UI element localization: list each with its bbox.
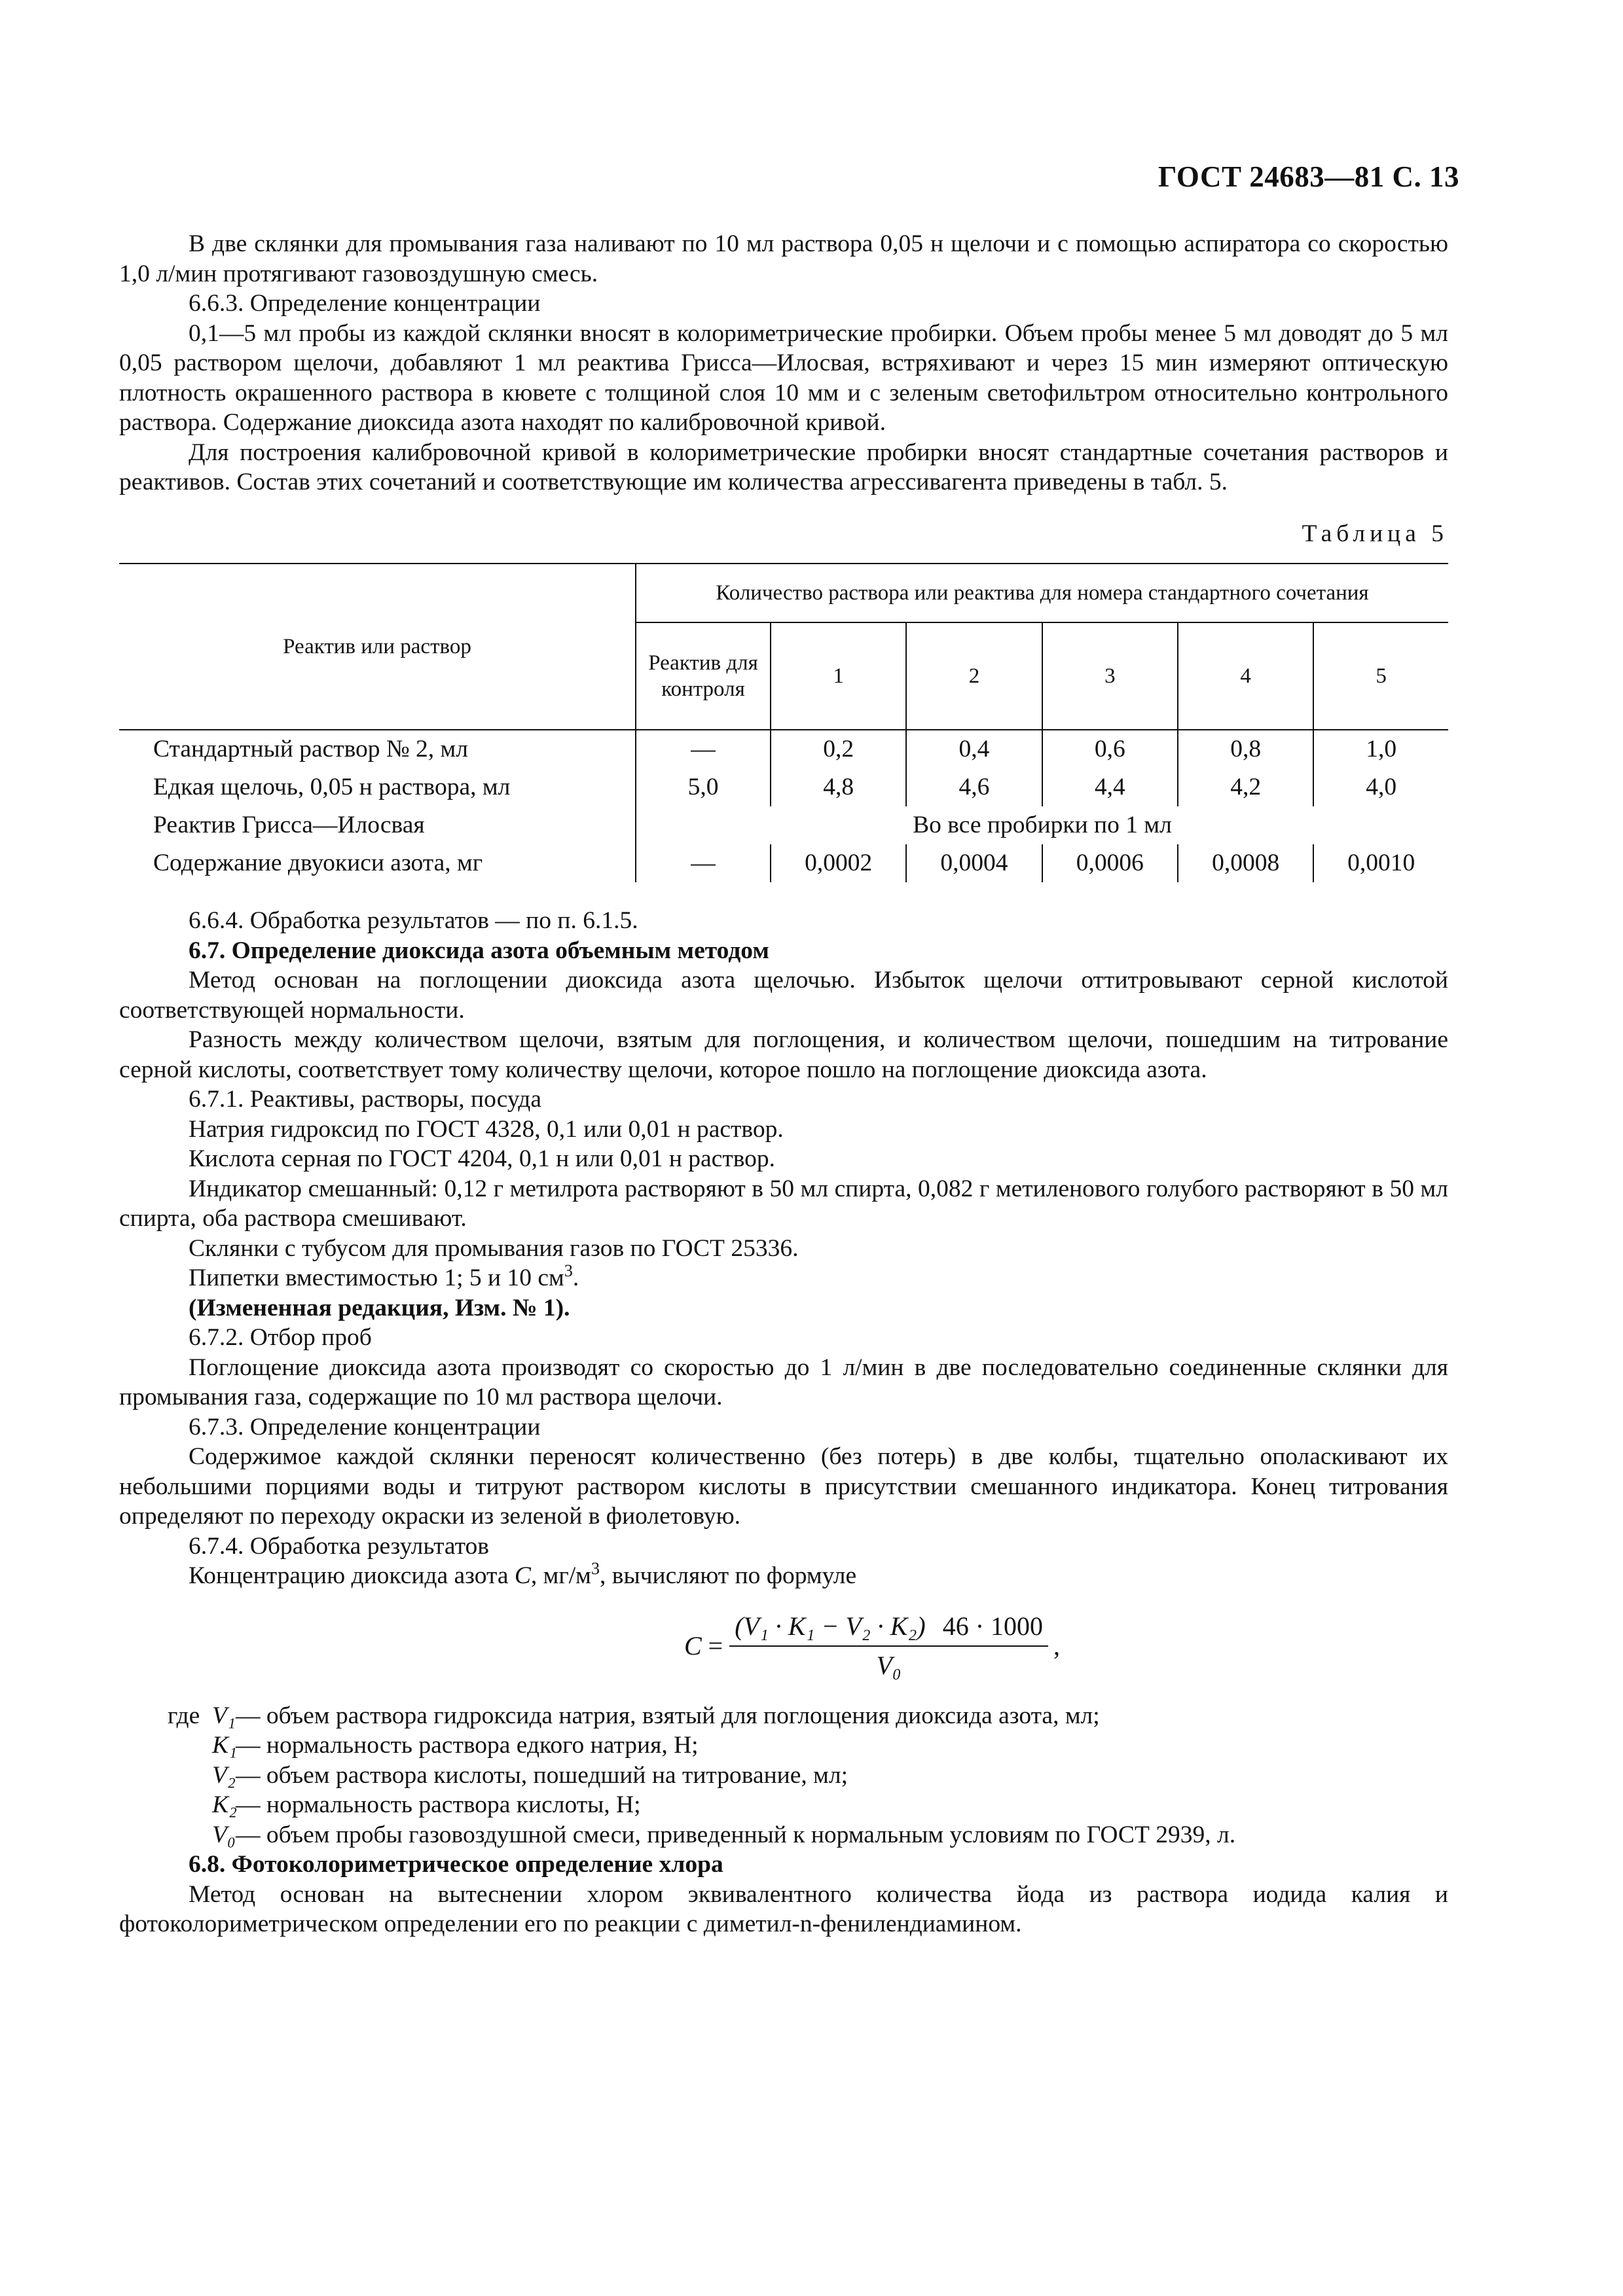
subsection-heading: 6.7.1. Реактивы, растворы, посуда [189, 1086, 542, 1113]
table-header-control: Реактив для контроля [636, 622, 771, 730]
legend-item [119, 1731, 1448, 1761]
legend-indent [119, 1761, 212, 1791]
legend-item [119, 1761, 1448, 1791]
legend-indent [119, 1790, 212, 1820]
legend-indent [119, 1731, 212, 1761]
formula [296, 1607, 1448, 1685]
legend-item [119, 1790, 1448, 1820]
table-cell: 4,2 [1178, 768, 1313, 806]
legend-symbol: K₂ [212, 1791, 238, 1818]
paragraph [119, 1561, 1448, 1591]
table-header-num: 4 [1178, 622, 1313, 730]
text: . [572, 1265, 579, 1291]
numerator-tail: 46 · 1000 [942, 1611, 1044, 1641]
legend-desc: — объем раствора кислоты, пошедший на титрование, мл; [236, 1761, 848, 1789]
table-cell: 4,6 [906, 768, 1042, 806]
formula-comma: , [1053, 1630, 1061, 1660]
legend-where: где [168, 1702, 200, 1729]
paragraph: Склянки с тубусом для промывания газов по ГОСТ 25336. [189, 1234, 799, 1262]
subsection-heading: 6.7.4. Обработка результатов [189, 1532, 489, 1560]
document-body [119, 229, 1448, 1939]
paragraph: Кислота серная по ГОСТ 4204, 0,1 н или 0,01 н раствор. [189, 1145, 776, 1172]
superscript: 3 [591, 1559, 600, 1578]
table-cell-merged: Во все пробирки по 1 мл [636, 806, 1448, 844]
table-cell-label: Едкая щелочь, 0,05 н раствора, мл [119, 768, 636, 806]
paragraph [119, 1263, 1448, 1293]
symbol: C [514, 1562, 531, 1589]
section-heading: 6.7. Определение диоксида азота объемным методом [189, 937, 769, 964]
text: Концентрацию диоксида азота [189, 1562, 515, 1589]
edit-note: (Измененная редакция, Изм. № 1). [189, 1294, 570, 1321]
formula-denominator: V₀ [876, 1650, 902, 1680]
paragraph: Натрия гидроксид по ГОСТ 4328, 0,1 или 0,01 н раствор. [189, 1115, 784, 1143]
subsection-heading: 6.7.3. Определение концентрации [189, 1413, 541, 1441]
paragraph: Индикатор смешанный: 0,12 г метилрота растворяют в 50 мл спирта, 0,082 г метиленового голубого растворяют в 50 мл спирта, оба раствора смешивают. [119, 1175, 1448, 1232]
table-header-reagent: Реактив или раствор [119, 564, 636, 730]
table-cell: 0,4 [906, 730, 1042, 768]
table-cell-label: Содержание двуокиси азота, мг [119, 844, 636, 882]
legend-desc: — нормальность раствора кислоты, Н; [236, 1791, 641, 1818]
table-header-num: 3 [1042, 622, 1178, 730]
section-heading: 6.8. Фотоколориметрическое определение хлора [189, 1851, 723, 1878]
formula-fraction [729, 1611, 1048, 1680]
page-header: ГОСТ 24683—81 С. 13 [1158, 160, 1459, 193]
paragraph: Разность между количеством щелочи, взятым для поглощения, и количеством щелочи, пошедшим на титрование серной кислоты, соответствует тому количеству щелочи, которое пошло на поглощение диоксида азота. [119, 1026, 1448, 1083]
paragraph: В две склянки для промывания газа наливают по 10 мл раствора 0,05 н щелочи и с помощью аспиратора со скоростью 1,0 л/мин протягивают газовоздушную смесь. [119, 230, 1448, 287]
table-cell: 0,0008 [1178, 844, 1313, 882]
table-cell: 0,6 [1042, 730, 1178, 768]
paragraph: Поглощение диоксида азота производят со скоростью до 1 л/мин в две последовательно соединенные склянки для промывания газа, содержащие по 10 мл раствора щелочи. [119, 1354, 1448, 1410]
reagent-table [119, 563, 1448, 882]
table-row [119, 730, 1448, 768]
table-cell: 4,4 [1042, 768, 1178, 806]
legend-symbol: K₁ [212, 1732, 238, 1759]
table-header-num: 5 [1313, 622, 1448, 730]
subsection-heading: 6.6.3. Определение концентрации [189, 290, 541, 317]
table-cell: 4,8 [771, 768, 906, 806]
table-cell: 4,0 [1313, 768, 1448, 806]
table-cell: 5,0 [636, 768, 771, 806]
legend-desc: — объем пробы газовоздушной смеси, приведенный к нормальным условиям по ГОСТ 2939, л. [236, 1821, 1236, 1848]
legend-desc: — нормальность раствора едкого натрия, Н; [236, 1732, 699, 1759]
formula-legend [119, 1701, 1448, 1850]
legend-item [119, 1701, 1448, 1731]
table-cell: 0,0006 [1042, 844, 1178, 882]
paragraph: Для построения калибровочной кривой в колориметрические пробирки вносят стандартные сочетания растворов и реактивов. Состав этих сочетаний и соответствующие им количества агрессивагента приведены в табл. 5. [119, 439, 1448, 495]
table-header-num: 1 [771, 622, 906, 730]
formula-numerator [729, 1611, 1048, 1647]
text: , мг/м [530, 1562, 591, 1589]
table-header-group: Количество раствора или реактива для номера стандартного сочетания [636, 564, 1448, 622]
legend-symbol: V₂ [212, 1761, 236, 1789]
formula-equals: = [708, 1630, 723, 1660]
table-cell-label: Реактив Грисса—Илосвая [119, 806, 636, 844]
paragraph: 6.6.4. Обработка результатов — по п. 6.1.5. [189, 907, 638, 934]
subsection-heading: 6.7.2. Отбор проб [189, 1324, 372, 1351]
table-cell-label: Стандартный раствор № 2, мл [119, 730, 636, 768]
paragraph: Метод основан на поглощении диоксида азота щелочью. Избыток щелочи оттитровывают серной кислотой соответствующей нормальности. [119, 967, 1448, 1024]
table-header-num: 2 [906, 622, 1042, 730]
table-cell: — [636, 844, 771, 882]
paragraph: 0,1—5 мл пробы из каждой склянки вносят в колориметрические пробирки. Объем пробы менее 5 мл доводят до 5 мл 0,05 раствором щелочи, добавляют 1 мл реактива Грисса—Илосвая, встряхивают и через 15 мин измеряют оптическую плотность окрашенного раствора в кювете с толщиной слоя 10 мм и с зеленым светофильтром относительно контрольного раствора. Содержание диоксида азота находят по калибровочной кривой. [119, 319, 1448, 436]
legend-symbol: V₀ [212, 1821, 236, 1848]
table-cell: 0,0004 [906, 844, 1042, 882]
paragraph: Метод основан на вытеснении хлором эквивалентного количества йода из раствора иодида калия и фотоколориметрическом определении его по реакции с диметил-n-фенилендиамином. [119, 1880, 1448, 1937]
table-cell: 0,0010 [1313, 844, 1448, 882]
table-cell: 1,0 [1313, 730, 1448, 768]
paragraph: Содержимое каждой склянки переносят количественно (без потерь) в две колбы, тщательно ополаскивают их небольшими порциями воды и титруют раствором кислоты в присутствии смешанного индикатора. Конец титрования определяют по переходу окраски из зеленой в фиолетовую. [119, 1443, 1448, 1530]
legend-desc: — объем раствора гидроксида натрия, взятый для поглощения диоксида азота, мл; [236, 1702, 1100, 1729]
table-row [119, 844, 1448, 882]
formula-lhs: C [684, 1630, 702, 1660]
table-cell: 0,8 [1178, 730, 1313, 768]
numerator-expression: (V₁ · K₁ − V₂ · K₂) [735, 1611, 926, 1641]
legend-item [119, 1820, 1448, 1850]
table-caption: Таблица 5 [1302, 520, 1448, 547]
table-cell: — [636, 730, 771, 768]
text: , вычисляют по формуле [600, 1562, 857, 1589]
table-cell: 0,0002 [771, 844, 906, 882]
table-row [119, 768, 1448, 806]
legend-indent [119, 1820, 212, 1850]
superscript: 3 [564, 1261, 573, 1280]
text: Пипетки вместимостью 1; 5 и 10 см [189, 1265, 564, 1291]
table-row [119, 806, 1448, 844]
legend-symbol: V₁ [212, 1702, 236, 1729]
table-cell: 0,2 [771, 730, 906, 768]
